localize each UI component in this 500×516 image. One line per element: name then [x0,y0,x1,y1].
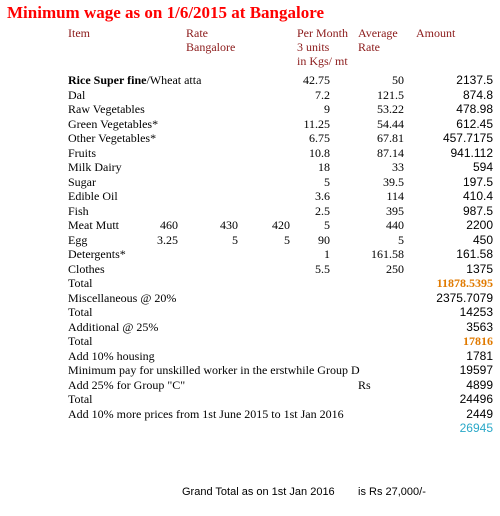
rate-value-3: 420 [272,218,290,232]
header-rate-line2: Bangalore [186,40,236,54]
amount-value: 197.5 [462,175,493,189]
summary-label: Total [68,392,93,406]
summary-label: Total [68,334,93,348]
item-name-text: Fish [68,204,89,218]
item-name-text: Clothes [68,262,105,276]
amount-value: 2137.5 [456,73,493,87]
summary-label: Add 10% housing [68,349,155,363]
summary-label: Total [68,276,93,290]
summary-label: Minimum pay for unskilled worker in the erstwhile Group D [68,363,360,377]
header-average-rate [358,26,398,54]
summary-amount: 4899 [466,378,493,392]
item-name [68,161,122,174]
header-rate-line1: Rate [186,26,208,40]
item-name [68,234,87,247]
amount-value: 594 [472,160,493,174]
summary-label: Additional @ 25% [68,320,159,334]
average-rate-value: 50 [392,73,404,87]
per-month-value: 42.75 [303,73,330,87]
per-month-value: 90 [318,233,330,247]
per-month-value: 5 [324,218,330,232]
summary-amount: 11878.5395 [436,276,493,290]
item-name-text: Other Vegetables* [68,131,157,145]
item-name [68,205,89,218]
summary-amount: 19597 [459,363,493,377]
amount-value: 450 [472,233,493,247]
footer-grand-total-value: is Rs 27,000/- [358,486,426,498]
rate-value-3: 5 [284,233,290,247]
item-name-text: Dal [68,88,86,102]
amount-value: 874.8 [462,88,493,102]
item-name [68,190,118,203]
item-name-bold: Rice Super fine [68,73,147,87]
rate-value-1: 460 [160,218,178,232]
item-name-text: Meat Mutt [68,218,119,232]
average-rate-value: 440 [386,218,404,232]
per-month-value: 18 [318,160,330,174]
average-rate-value: 395 [386,204,404,218]
rate-value-2: 5 [232,233,238,247]
page-title: Minimum wage as on 1/6/2015 at Bangalore [7,3,325,22]
header-per-month-line2: 3 units [297,40,330,54]
footer-grand-total-label: Grand Total as on 1st Jan 2016 [182,486,335,498]
amount-value: 612.45 [456,117,493,131]
average-rate-value: 5 [398,233,404,247]
per-month-value: 1 [324,247,330,261]
header-amount: Amount [416,26,456,40]
item-name [68,74,201,87]
item-name-text: Green Vegetables* [68,117,159,131]
summary-amount: 24496 [459,392,493,406]
summary-amount: 14253 [459,305,493,319]
per-month-value: 10.8 [309,146,330,160]
header-rate [186,26,235,54]
summary-label: Total [68,305,93,319]
summary-amount: 3563 [466,320,493,334]
average-rate-value: 114 [386,189,404,203]
item-name-text: Egg [68,233,88,247]
average-rate-value: 33 [392,160,404,174]
amount-value: 457.7175 [442,131,493,145]
amount-value: 161.58 [456,247,493,261]
average-rate-value: 161.58 [371,247,404,261]
summary-amount: 2375.7079 [436,291,493,305]
rate-value-2: 430 [220,218,238,232]
header-per-month-line1: Per Month [297,26,348,40]
header-per-month [297,26,348,68]
header-average-line2: Rate [358,40,380,54]
summary-amount: 26945 [459,421,493,435]
average-rate-value: 67.81 [377,131,404,145]
item-name [68,103,145,116]
amount-value: 410.4 [462,189,493,203]
header-per-month-line3: in Kgs/ mt [297,54,348,68]
per-month-value: 2.5 [315,204,330,218]
amount-value: 2200 [466,218,493,232]
rate-value-1: 3.25 [157,233,178,247]
amount-value: 987.5 [462,204,493,218]
per-month-value: 6.75 [309,131,330,145]
item-name [68,176,96,189]
average-rate-value: 87.14 [377,146,404,160]
average-rate-value: 121.5 [377,88,404,102]
per-month-value: 7.2 [315,88,330,102]
header-average-line1: Average [358,26,398,40]
summary-label: Add 25% for Group "C" [68,378,186,392]
item-name [68,132,156,145]
summary-label: Add 10% more prices from 1st June 2015 to 1st Jan 2016 [68,407,344,421]
item-name-text: Sugar [68,175,96,189]
amount-value: 941.112 [450,146,493,160]
item-name [68,147,96,160]
per-month-value: 9 [324,102,330,116]
summary-amount: 17816 [463,334,493,348]
average-rate-value: 53.22 [377,102,404,116]
item-name-text: Detergents* [68,247,126,261]
header-item: Item [68,26,90,40]
amount-value: 478.98 [456,102,493,116]
item-name-text: Raw Vegetables [68,102,145,116]
item-name [68,89,85,102]
item-name [68,219,119,232]
average-rate-value: 250 [386,262,404,276]
summary-label: Miscellaneous @ 20% [68,291,177,305]
summary-amount: 1781 [466,349,493,363]
per-month-value: 3.6 [315,189,330,203]
item-name [68,248,126,261]
summary-amount: 2449 [466,407,493,421]
item-name-text: Milk Dairy [68,160,122,174]
item-name [68,118,158,131]
average-rate-value: 54.44 [377,117,404,131]
item-name [68,263,105,276]
per-month-value: 5.5 [315,262,330,276]
average-rate-value: 39.5 [383,175,404,189]
amount-value: 1375 [466,262,493,276]
per-month-value: 5 [324,175,330,189]
per-month-value: 11.25 [303,117,330,131]
item-name-text: /Wheat atta [146,73,202,87]
item-name-text: Edible Oil [68,189,118,203]
item-name-text: Fruits [68,146,97,160]
summary-currency: Rs [358,378,371,392]
